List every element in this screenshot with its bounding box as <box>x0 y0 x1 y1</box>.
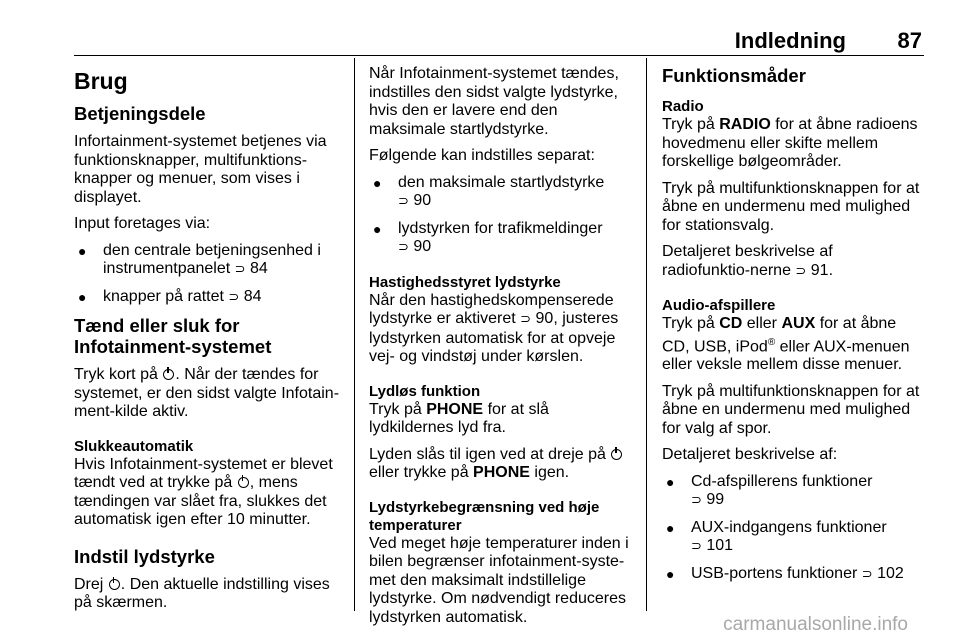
paragraph: Tryk på PHONE for at slå lydkildernes lyd fra. <box>369 400 549 436</box>
page-link[interactable]: 84 <box>243 287 262 305</box>
heading-taend-sluk: Tænd eller sluk for Infotainment-systemet <box>74 315 272 357</box>
key-label: AUX <box>781 315 816 332</box>
page-ref-icon: ⊃ <box>520 312 532 327</box>
page-link[interactable]: 102 <box>877 564 904 582</box>
page-ref-icon: ⊃ <box>691 539 702 555</box>
header-divider <box>74 55 924 56</box>
page-header <box>74 28 922 52</box>
key-label: PHONE <box>473 464 530 481</box>
page-number: 87 <box>897 28 922 53</box>
page-link[interactable]: 90 <box>535 310 554 327</box>
power-knob-icon <box>163 369 174 380</box>
list-item: ● AUX-indgangens funktioner ⊃ 101 <box>662 519 924 557</box>
heading-slukkeautomatik: Slukkeautomatik <box>74 437 194 455</box>
paragraph: Input foretages via: <box>74 215 211 232</box>
page-ref-icon: ⊃ <box>795 263 807 279</box>
page-ref-icon: ⊃ <box>228 289 240 305</box>
paragraph: Når Infotainment-systemet tændes, indstilles den sidst valgte lydstyrke, hvis den er lavere end den maksimale startlydstyrke. <box>369 65 619 138</box>
list-item: ● den centrale betjeningsenhed i instrumentpanelet ⊃ 84 <box>74 242 346 280</box>
heading-audio: Audio-afspillere <box>662 297 776 314</box>
heading-hastighed: Hastighedsstyret lydstyrke <box>369 273 561 291</box>
column-divider-2 <box>646 58 647 611</box>
paragraph: Følgende kan indstilles separat: <box>369 147 595 164</box>
bullet-list <box>74 242 346 308</box>
paragraph: Detaljeret beskrivelse af radiofunktio-nerne ⊃ 91. <box>662 243 834 279</box>
page-ref-icon: ⊃ <box>691 493 702 509</box>
page-link[interactable]: 84 <box>250 260 268 277</box>
column-divider-1 <box>354 58 355 611</box>
paragraph: Tryk på CD eller AUX for at åbne CD, USB, iPod® eller AUX-menuen eller veksle mellem disse menuer. <box>662 315 910 374</box>
page-ref-icon: ⊃ <box>234 262 246 277</box>
page-link[interactable]: 91. <box>810 261 834 279</box>
power-knob-icon <box>611 449 622 460</box>
page-ref-icon: ⊃ <box>398 240 409 255</box>
heading-lydlos: Lydløs funktion <box>369 382 481 400</box>
heading-begraensning: Lydstyrkebegrænsning ved høje temperaturer <box>369 498 600 534</box>
key-label: RADIO <box>719 116 771 133</box>
paragraph: Detaljeret beskrivelse af: <box>662 446 838 464</box>
page-ref-icon: ⊃ <box>861 566 873 582</box>
column-2 <box>369 65 633 635</box>
power-knob-icon <box>109 579 120 590</box>
column-1 <box>74 68 346 621</box>
heading-radio: Radio <box>662 98 704 115</box>
list-item: ● lydstyrken for trafikmeldinger ⊃ 90 <box>369 220 633 258</box>
paragraph: Når den hastighedskompenserede lydstyrke er aktiveret ⊃ 90, justeres lydstyrken automatisk for at opveje vej- og vindstøj under kørslen. <box>369 291 619 365</box>
registered-mark: ® <box>767 336 776 348</box>
bullet-list <box>662 473 924 585</box>
page-link[interactable]: 90 <box>413 238 432 255</box>
key-label: PHONE <box>426 400 484 418</box>
watermark: carmanualsonline.info <box>723 614 908 635</box>
key-label: CD <box>719 315 743 332</box>
paragraph: Ved meget høje temperaturer inden i bilen begrænser infotainment-syste-met den maksimalt indstillelige lydstyrke. Om nødvendigt reduceres lydstyrken automatisk. <box>369 534 629 626</box>
paragraph: Infortainment-systemet betjenes via funktionsknapper, multifunktions-knapper og menuer, som vises i displayet. <box>74 133 327 206</box>
list-item: ● USB-portens funktioner ⊃ 102 <box>662 565 924 585</box>
page-link[interactable]: 90 <box>413 192 432 209</box>
heading-indstil-lydstyrke: Indstil lydstyrke <box>74 545 215 567</box>
paragraph: Tryk på multifunktionsknappen for at åbne en undermenu med mulighed for stationsvalg. <box>662 179 920 234</box>
list-item: ● Cd-afspillerens funktioner ⊃ 99 <box>662 473 924 511</box>
paragraph: Tryk på RADIO for at åbne radioens hovedmenu eller skifte mellem forskellige bølgeområder. <box>662 116 918 170</box>
heading-funktionsmaader: Funktionsmåder <box>662 65 806 86</box>
paragraph: Hvis Infotainment-systemet er blevet tændt ved at trykke på , mens tændingen var slået fra, slukkes det automatisk igen efter 10 minutter. <box>74 455 333 528</box>
paragraph: Drej . Den aktuelle indstilling vises på skærmen. <box>74 575 330 611</box>
section-title: Indledning <box>734 28 846 53</box>
power-knob-icon <box>238 477 249 488</box>
column-3 <box>662 65 924 592</box>
paragraph: Tryk kort på . Når der tændes for systemet, er den sidst valgte Infotain-ment-kilde aktiv. <box>74 366 340 420</box>
page-link[interactable]: 101 <box>706 537 734 555</box>
bullet-list <box>369 174 633 258</box>
page-ref-icon: ⊃ <box>398 194 409 209</box>
list-item: ● den maksimale startlydstyrke ⊃ 90 <box>369 174 633 212</box>
list-item: ● knapper på rattet ⊃ 84 <box>74 288 346 308</box>
heading-betjeningsdele: Betjeningsdele <box>74 103 206 124</box>
page-link[interactable]: 99 <box>706 491 725 509</box>
paragraph: Lyden slås til igen ved at dreje på eller trykke på PHONE igen. <box>369 446 633 483</box>
paragraph: Tryk på multifunktionsknappen for at åbne en undermenu med mulighed for valg af spor. <box>662 382 920 437</box>
chapter-title: Brug <box>74 68 128 94</box>
